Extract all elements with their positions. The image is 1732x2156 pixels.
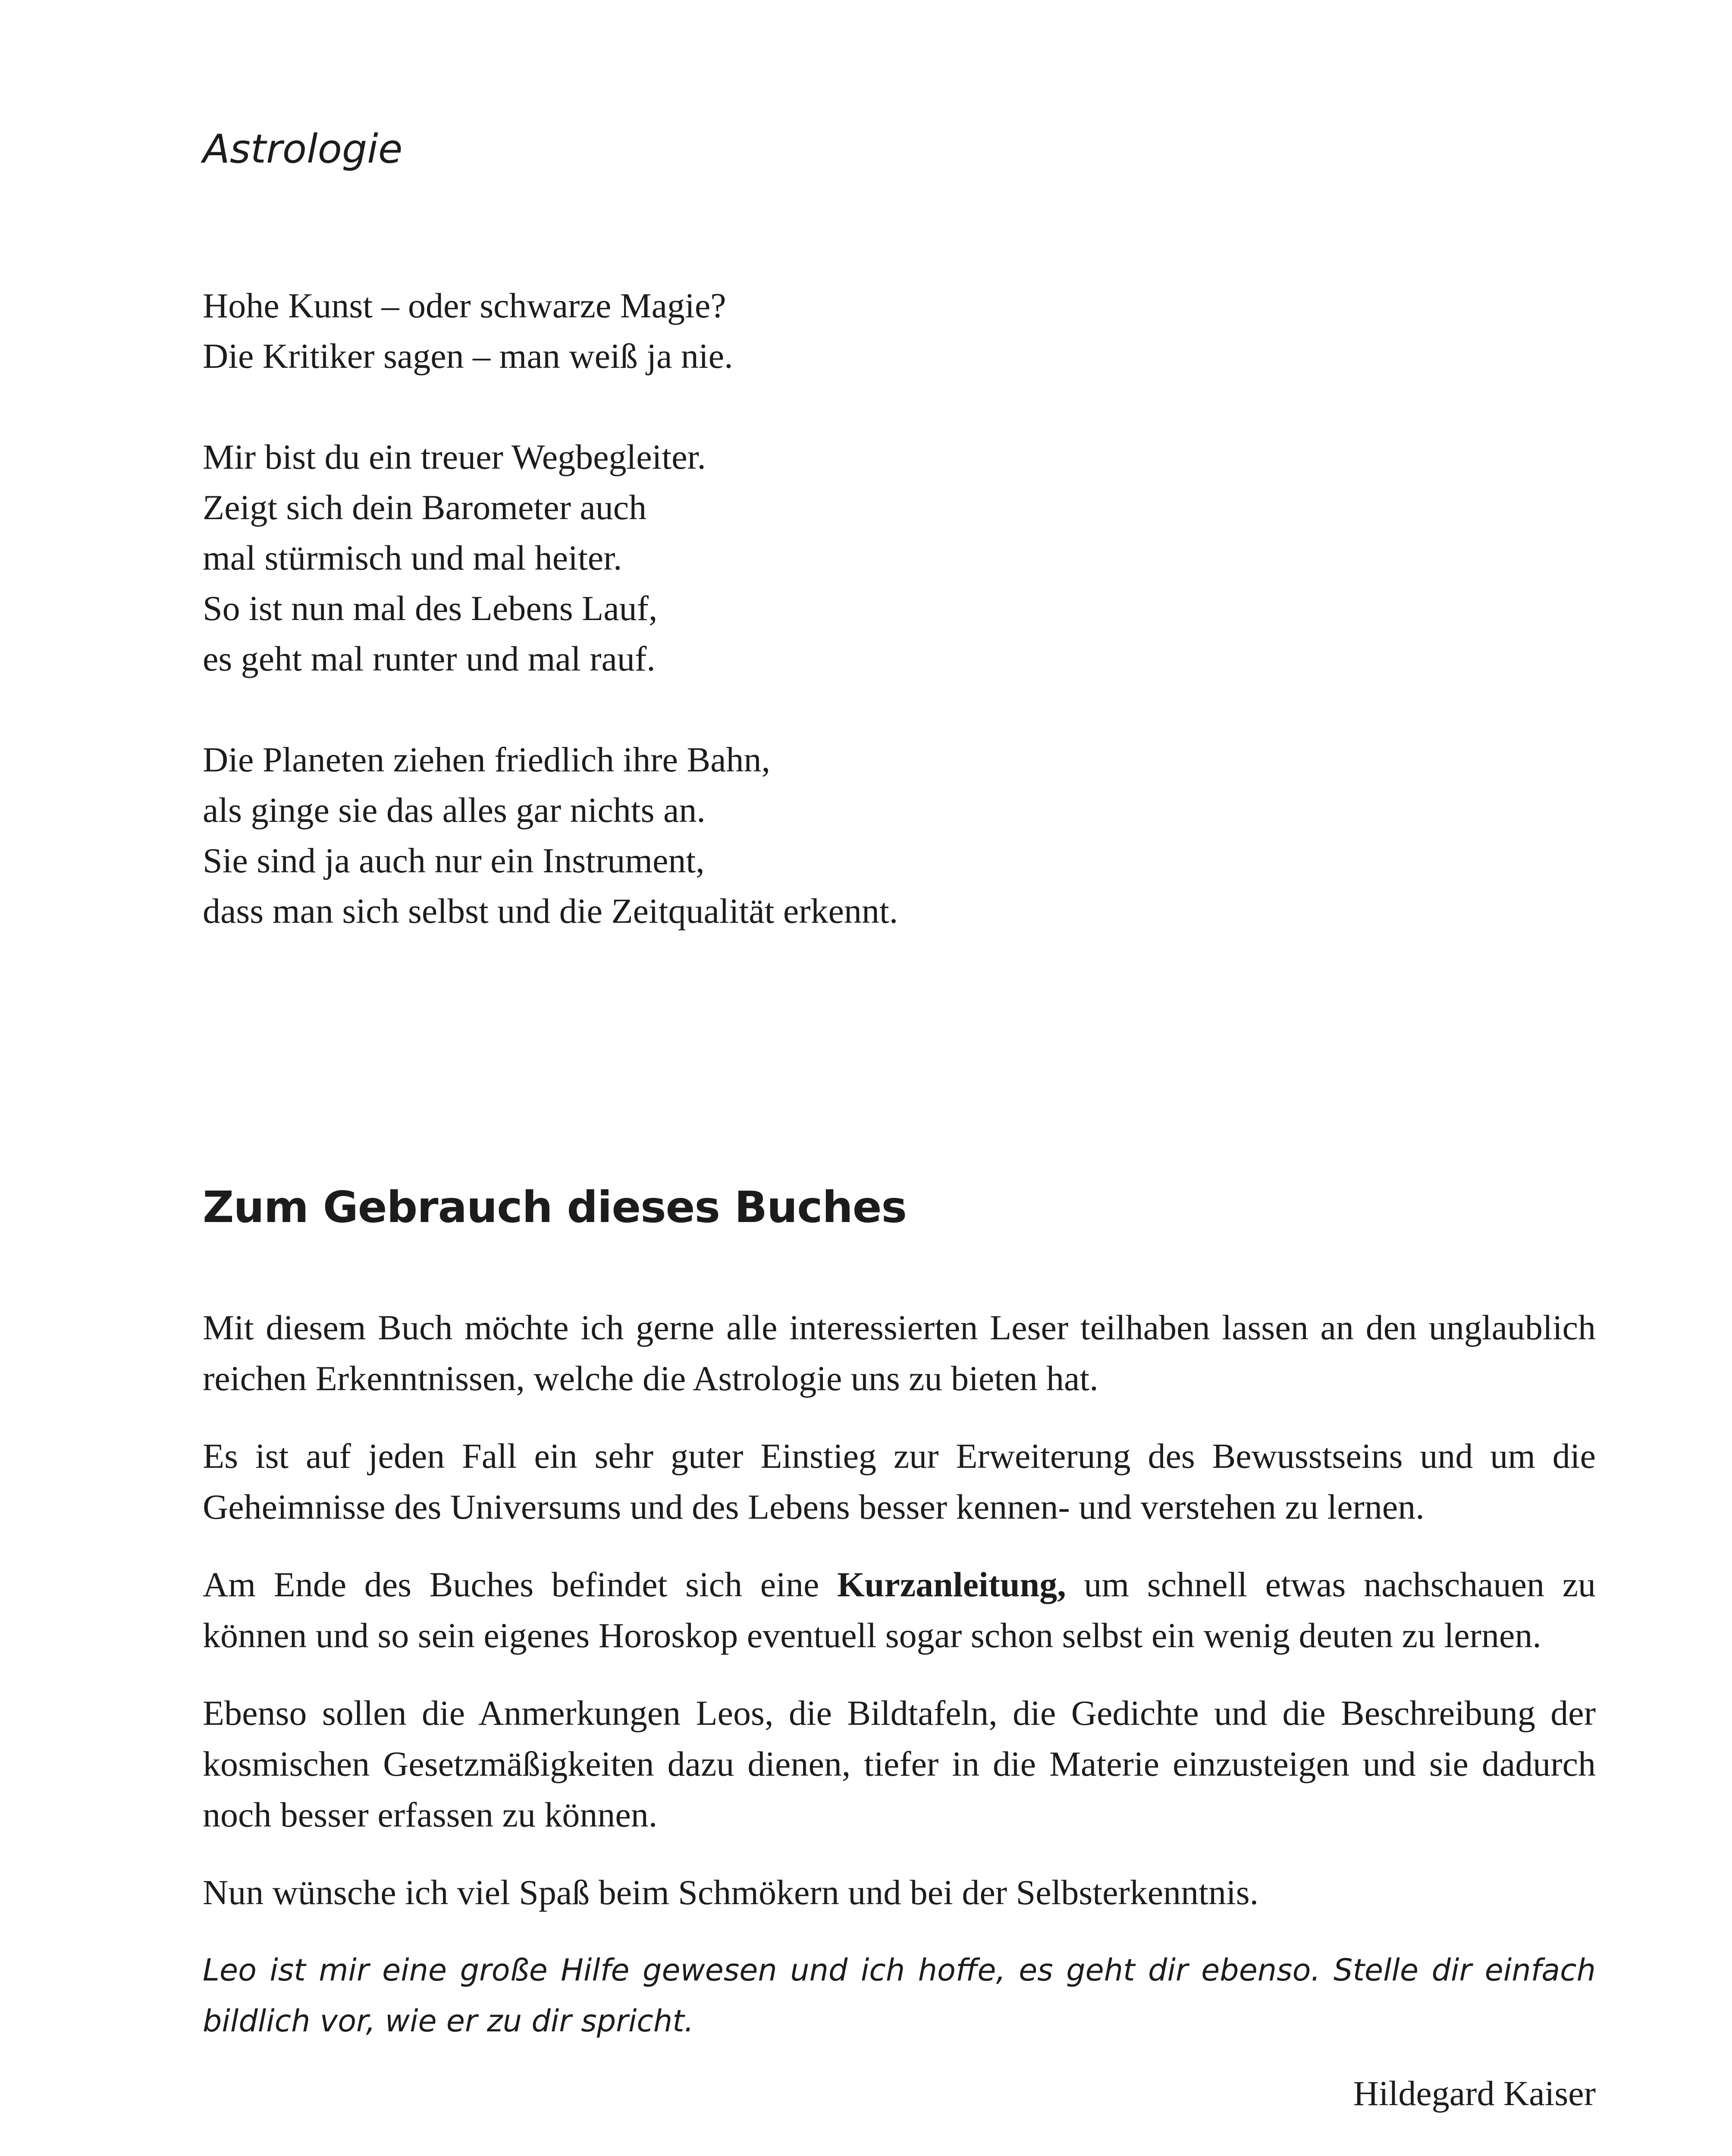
poem-line: So ist nun mal des Lebens Lauf, — [203, 589, 658, 628]
poem-stanza — [203, 432, 1583, 684]
paragraph-text: um schnell etwas nachschauen zu können und so sein eigenes Horoskop eventuell sogar schon selbst ein wenig deuten zu lernen. — [203, 1565, 1596, 1655]
poem-line: Zeigt sich dein Barometer auch — [203, 488, 647, 527]
poem-line: Sie sind ja auch nur ein Instrument, — [203, 841, 705, 880]
poem-title: Astrologie — [203, 126, 403, 172]
poem-line: Mir bist du ein treuer Wegbegleiter. — [203, 437, 706, 476]
bold-term-kurzanleitung: Kurzanleitung, — [837, 1565, 1066, 1604]
paragraph-text: Am Ende des Buches befindet sich eine — [203, 1565, 837, 1604]
poem-line: als ginge sie das alles gar nichts an. — [203, 790, 706, 830]
paragraph: Nun wünsche ich viel Spaß beim Schmökern und bei der Selbsterkenntnis. — [203, 1873, 1259, 1912]
poem-line: mal stürmisch und mal heiter. — [203, 538, 622, 577]
paragraph: Ebenso sollen die Anmerkungen Leos, die Bildtafeln, die Gedichte und die Beschreibung der kosmischen Gesetzmäßigkeiten dazu dienen, tiefer in die Materie einzusteigen und sie dadurch noch besser erfassen zu können. — [203, 1693, 1596, 1834]
author-signature: Hildegard Kaiser — [1353, 2074, 1596, 2113]
poem-line: Hohe Kunst – oder schwarze Magie? — [203, 286, 726, 325]
poem-line: dass man sich selbst und die Zeitqualität erkennt. — [203, 891, 898, 931]
poem-line: es geht mal runter und mal rauf. — [203, 639, 656, 678]
poem-stanza — [203, 734, 1583, 936]
poem-stanza — [203, 280, 1583, 381]
italic-note: Leo ist mir eine große Hilfe gewesen und ich hoffe, es geht dir ebenso. Stelle dir einfach bildlich vor, wie er zu dir spricht. — [203, 1952, 1596, 2039]
section-body — [203, 1302, 1596, 2119]
paragraph — [203, 1559, 1596, 1661]
poem-line: Die Kritiker sagen – man weiß ja nie. — [203, 336, 733, 376]
paragraph: Mit diesem Buch möchte ich gerne alle interessierten Leser teilhaben lassen an den unglaublich reichen Erkenntnissen, welche die Astrologie uns zu bieten hat. — [203, 1308, 1596, 1398]
poem — [203, 280, 1583, 936]
poem-line: Die Planeten ziehen friedlich ihre Bahn, — [203, 740, 771, 779]
section-heading: Zum Gebrauch dieses Buches — [203, 1182, 907, 1232]
paragraph: Es ist auf jeden Fall ein sehr guter Einstieg zur Erweiterung des Bewusstseins und um die Geheimnisse des Universums und des Lebens besser kennen- und verstehen zu lernen. — [203, 1436, 1596, 1526]
